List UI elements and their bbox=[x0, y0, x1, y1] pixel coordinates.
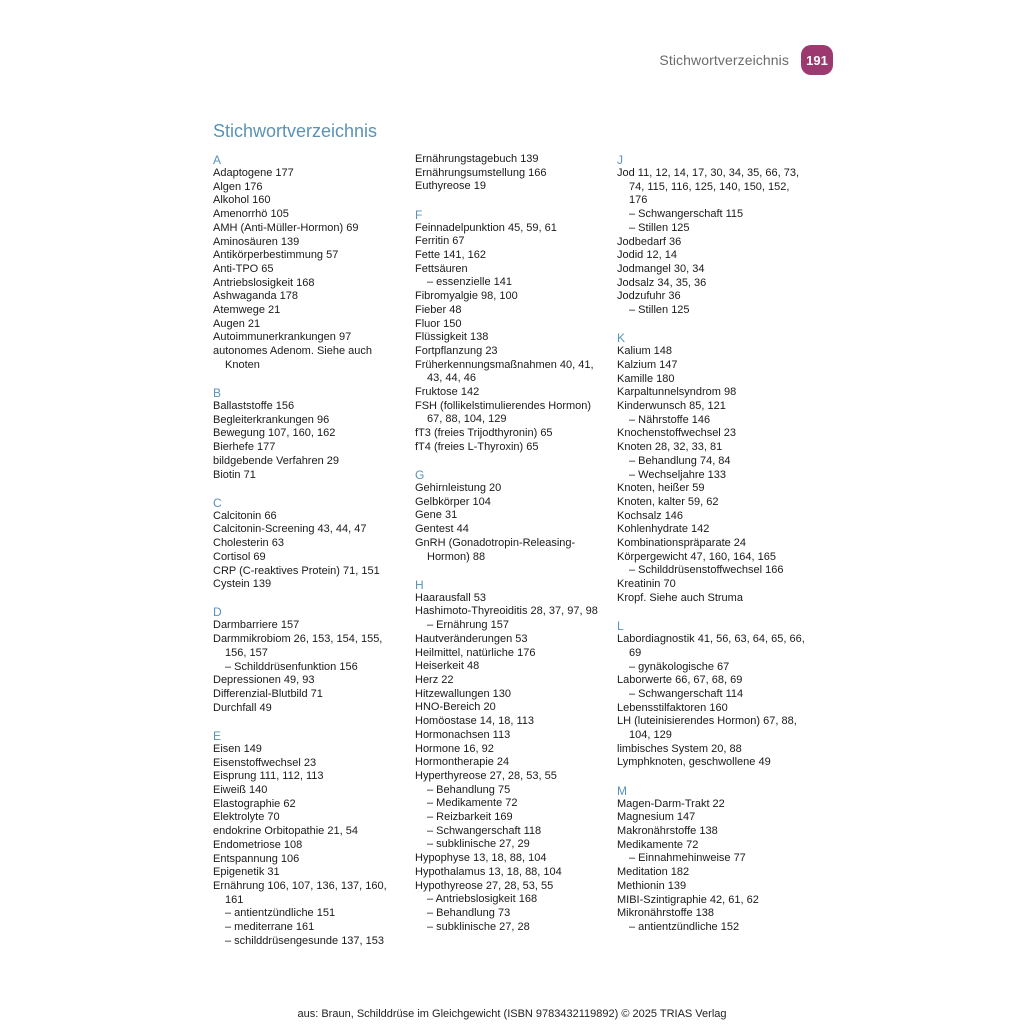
index-entry: LH (luteinisierendes Hormon) 67, 88, 104, 129 bbox=[617, 715, 797, 742]
section-letter: H bbox=[415, 577, 424, 592]
index-entry: Aminosäuren 139 bbox=[213, 235, 300, 248]
index-entry: Kamille 180 bbox=[617, 372, 675, 385]
index-entry: FSH (follikelstimulierendes Hormon) 67, 88, 104, 129 bbox=[415, 399, 592, 426]
page-number-badge: 191 bbox=[801, 45, 833, 75]
index-entry: Ashwaganda 178 bbox=[213, 290, 299, 303]
index-entry: Depressionen 49, 93 bbox=[213, 674, 315, 687]
index-subentry: – Schwangerschaft 114 bbox=[629, 687, 744, 700]
section-letter: C bbox=[213, 495, 222, 510]
index-entry: Gehirnleistung 20 bbox=[415, 482, 502, 495]
index-entry: Differenzial-Blutbild 71 bbox=[213, 688, 323, 700]
index-entry: Fortpflanzung 23 bbox=[415, 344, 498, 357]
index-entry: Kalium 148 bbox=[617, 345, 673, 358]
index-entry: Hormone 16, 92 bbox=[415, 742, 494, 755]
index-subentry: – Behandlung 74, 84 bbox=[629, 454, 731, 467]
index-entry: Adaptogene 177 bbox=[213, 167, 294, 179]
index-entry: Euthyreose 19 bbox=[415, 180, 486, 193]
index-entry: Calcitonin 66 bbox=[213, 509, 277, 522]
index-entry: endokrine Orbitopathie 21, 54 bbox=[213, 825, 358, 838]
index-entry: Laborwerte 66, 67, 68, 69 bbox=[617, 674, 743, 687]
index-subentry: – subklinische 27, 28 bbox=[427, 920, 530, 933]
section-letter: M bbox=[617, 783, 627, 798]
section-letter: J bbox=[617, 153, 623, 167]
source-footer: aus: Braun, Schilddrüse im Gleichgewicht (ISBN 9783432119892) © 2025 TRIAS Verlag bbox=[297, 1008, 727, 1020]
index-subentry: – Behandlung 75 bbox=[427, 783, 511, 796]
index-entry: fT4 (freies L-Thyroxin) 65 bbox=[415, 440, 539, 453]
index-entry: Begleiterkrankungen 96 bbox=[213, 413, 330, 426]
index-entry: Autoimmunerkrankungen 97 bbox=[213, 331, 352, 344]
index-entry: Heiserkeit 48 bbox=[415, 660, 480, 673]
index-entry: Calcitonin-Screening 43, 44, 47 bbox=[213, 523, 367, 536]
index-entry: Meditation 182 bbox=[617, 866, 690, 879]
index-entry: Früherkennungsmaßnahmen 40, 41, 43, 44, 46 bbox=[415, 358, 594, 385]
index-entry: Jodsalz 34, 35, 36 bbox=[617, 276, 707, 289]
index-entry: Algen 176 bbox=[213, 180, 263, 193]
index-subentry: – Antriebslosigkeit 168 bbox=[427, 893, 538, 906]
index-entry: Biotin 71 bbox=[213, 468, 256, 481]
index-entry: HNO-Bereich 20 bbox=[415, 701, 496, 714]
index-entry: Knoten 28, 32, 33, 81 bbox=[617, 441, 723, 454]
index-entry: Eisen 149 bbox=[213, 742, 262, 755]
index-entry: Heilmittel, natürliche 176 bbox=[415, 646, 536, 659]
index-section bbox=[213, 153, 403, 373]
index-entry: Jod 11, 12, 14, 17, 30, 34, 35, 66, 73, 74, 115, 116, 125, 140, 150, 152, 176 bbox=[617, 167, 800, 207]
index-entry: Ernährungstagebuch 139 bbox=[415, 153, 539, 165]
index-section bbox=[617, 619, 807, 770]
index-entry: fT3 (freies Trijodthyronin) 65 bbox=[415, 427, 553, 440]
running-head-title: Stichwortverzeichnis bbox=[659, 52, 789, 68]
index-entry: Kinderwunsch 85, 121 bbox=[617, 400, 726, 413]
index-section bbox=[415, 208, 605, 455]
index-entry: Kropf. Siehe auch Struma bbox=[617, 591, 743, 604]
index-subentry: – Schilddrüsenfunktion 156 bbox=[225, 660, 358, 673]
index-entry: bildgebende Verfahren 29 bbox=[213, 454, 339, 467]
index-subentry: – Schwangerschaft 118 bbox=[427, 824, 542, 837]
index-column-2 bbox=[415, 153, 605, 948]
index-entry: Hautveränderungen 53 bbox=[415, 632, 528, 645]
section-letter: F bbox=[415, 207, 423, 222]
index-entry: Fettsäuren bbox=[415, 262, 468, 275]
index-entry: Lebensstilfaktoren 160 bbox=[617, 701, 728, 714]
index-subentry: – Schilddrüsenstoffwechsel 166 bbox=[629, 564, 784, 577]
index-subentry: – Schwangerschaft 115 bbox=[629, 208, 744, 221]
index-entry: Eiweiß 140 bbox=[213, 784, 268, 797]
index-subentry: – essenzielle 141 bbox=[427, 276, 513, 289]
index-section bbox=[213, 386, 403, 482]
index-entry: Cholesterin 63 bbox=[213, 537, 284, 550]
index-entry: Gelbkörper 104 bbox=[415, 495, 491, 508]
index-entry: Haarausfall 53 bbox=[415, 591, 486, 604]
index-entry: Jodmangel 30, 34 bbox=[617, 262, 705, 275]
index-entry: Körpergewicht 47, 160, 164, 165 bbox=[617, 550, 777, 563]
index-entry: Fruktose 142 bbox=[415, 386, 480, 399]
index-entry: Fette 141, 162 bbox=[415, 249, 486, 262]
index-entry: Hormonachsen 113 bbox=[415, 728, 511, 741]
index-entry: Hypophyse 13, 18, 88, 104 bbox=[415, 852, 547, 865]
index-subentry: – Reizbarkeit 169 bbox=[427, 811, 513, 824]
index-entry: Kochsalz 146 bbox=[617, 509, 684, 522]
index-entry: Herz 22 bbox=[415, 674, 454, 686]
index-entry: Eisprung 111, 112, 113 bbox=[213, 770, 324, 783]
index-entry: Antriebslosigkeit 168 bbox=[213, 276, 315, 289]
index-entry: Ernährungsumstellung 166 bbox=[415, 166, 547, 179]
index-subentry: – antientzündliche 151 bbox=[225, 907, 336, 920]
index-entry: Antikörperbestimmung 57 bbox=[213, 249, 339, 262]
index-entry: Gene 31 bbox=[415, 509, 458, 522]
index-entry: Fluor 150 bbox=[415, 317, 462, 330]
index-entry: Fieber 48 bbox=[415, 303, 462, 316]
index-entry: Hitzewallungen 130 bbox=[415, 687, 512, 700]
index-entry: Amenorrhö 105 bbox=[213, 208, 289, 221]
index-entry: Knoten, kalter 59, 62 bbox=[617, 495, 719, 508]
index-section bbox=[213, 729, 403, 949]
index-entry: Lymphknoten, geschwollene 49 bbox=[617, 756, 771, 769]
index-section bbox=[415, 578, 605, 935]
index-entry: Augen 21 bbox=[213, 317, 261, 330]
index-entry: Karpaltunnelsyndrom 98 bbox=[617, 386, 737, 399]
index-entry: Magnesium 147 bbox=[617, 811, 696, 824]
index-entry: limbisches System 20, 88 bbox=[617, 742, 742, 755]
section-letter: D bbox=[213, 605, 222, 620]
index-subentry: – Wechseljahre 133 bbox=[629, 468, 727, 481]
index-section bbox=[617, 331, 807, 605]
section-letter: L bbox=[617, 619, 624, 634]
index-subentry: – Nährstoffe 146 bbox=[629, 413, 711, 426]
index-entry: autonomes Adenom. Siehe auch Knoten bbox=[213, 345, 373, 371]
index-entry: Elektrolyte 70 bbox=[213, 811, 280, 824]
index-entry: Jodid 12, 14 bbox=[617, 249, 677, 262]
index-section bbox=[213, 605, 403, 715]
index-section bbox=[617, 153, 807, 318]
section-letter: B bbox=[213, 386, 222, 401]
index-entry: Epigenetik 31 bbox=[213, 866, 280, 879]
index-entry: Anti-TPO 65 bbox=[213, 262, 274, 275]
index-entry: Atemwege 21 bbox=[213, 304, 281, 317]
index-subentry: – subklinische 27, 29 bbox=[427, 838, 530, 851]
index-subentry: – Medikamente 72 bbox=[427, 797, 518, 810]
index-entry: Mikronährstoffe 138 bbox=[617, 907, 715, 920]
section-letter: E bbox=[213, 728, 222, 743]
index-entry: Hyperthyreose 27, 28, 53, 55 bbox=[415, 769, 557, 782]
index-entry: Elastographie 62 bbox=[213, 797, 296, 810]
index-subentry: – Einnahmehinweise 77 bbox=[629, 852, 746, 865]
index-entry: Alkohol 160 bbox=[213, 194, 271, 207]
index-column-3 bbox=[617, 153, 807, 948]
index-entry: Durchfall 49 bbox=[213, 701, 272, 714]
index-subentry: – Stillen 125 bbox=[629, 304, 690, 317]
index-entry: Kohlenhydrate 142 bbox=[617, 523, 710, 536]
index-entry: Hypothyreose 27, 28, 53, 55 bbox=[415, 879, 554, 892]
index-subentry: – schilddrüsengesunde 137, 153 bbox=[225, 934, 385, 947]
index-subentry: – gynäkologische 67 bbox=[629, 660, 730, 673]
index-entry: Fibromyalgie 98, 100 bbox=[415, 290, 518, 303]
index-entry: Bewegung 107, 160, 162 bbox=[213, 427, 336, 440]
running-head bbox=[659, 45, 833, 75]
index-entry: Endometriose 108 bbox=[213, 838, 303, 851]
index-entry: GnRH (Gonadotropin-Releasing-Hormon) 88 bbox=[415, 536, 576, 563]
index-entry: Medikamente 72 bbox=[617, 838, 699, 851]
index-entry: Homöostase 14, 18, 113 bbox=[415, 715, 535, 728]
index-entry: AMH (Anti-Müller-Hormon) 69 bbox=[213, 221, 359, 234]
index-column-1 bbox=[213, 153, 403, 962]
index-entry: CRP (C-reaktives Protein) 71, 151 bbox=[213, 564, 380, 577]
index-subentry: – Stillen 125 bbox=[629, 221, 690, 234]
index-subentry: – Ernährung 157 bbox=[427, 619, 509, 632]
index-section bbox=[617, 784, 807, 935]
index-entry: Kalzium 147 bbox=[617, 358, 678, 371]
index-section bbox=[415, 153, 605, 194]
index-entry: Cystein 139 bbox=[213, 578, 272, 591]
index-subentry: – Behandlung 73 bbox=[427, 906, 511, 919]
index-entry: Feinnadelpunktion 45, 59, 61 bbox=[415, 221, 557, 234]
index-entry: Bierhefe 177 bbox=[213, 441, 276, 454]
index-section bbox=[415, 468, 605, 564]
index-entry: Entspannung 106 bbox=[213, 852, 300, 865]
index-entry: Kreatinin 70 bbox=[617, 578, 676, 591]
index-entry: Makronährstoffe 138 bbox=[617, 825, 718, 838]
index-entry: Magen-Darm-Trakt 22 bbox=[617, 797, 725, 810]
index-entry: Darmmikrobiom 26, 153, 154, 155, 156, 157 bbox=[213, 633, 383, 659]
section-letter: A bbox=[213, 153, 222, 167]
index-entry: Hashimoto-Thyreoiditis 28, 37, 97, 98 bbox=[415, 605, 598, 618]
page-title: Stichwortverzeichnis bbox=[213, 121, 378, 141]
index-entry: Jodbedarf 36 bbox=[617, 235, 682, 248]
index-subentry: – mediterrane 161 bbox=[225, 921, 315, 934]
index-entry: Hormontherapie 24 bbox=[415, 756, 510, 769]
index-entry: Labordiagnostik 41, 56, 63, 64, 65, 66, 69 bbox=[617, 633, 805, 659]
index-entry: Knochenstoffwechsel 23 bbox=[617, 427, 737, 440]
index-entry: Hypothalamus 13, 18, 88, 104 bbox=[415, 865, 562, 878]
index-entry: Jodzufuhr 36 bbox=[617, 290, 681, 303]
index-entry: Knoten, heißer 59 bbox=[617, 482, 705, 495]
index-entry: Flüssigkeit 138 bbox=[415, 331, 489, 344]
section-letter: K bbox=[617, 331, 626, 346]
index-entry: Ernährung 106, 107, 136, 137, 160, 161 bbox=[213, 879, 387, 906]
section-letter: G bbox=[415, 468, 425, 483]
index-entry: MIBI-Szintigraphie 42, 61, 62 bbox=[617, 893, 759, 906]
index-subentry: – antientzündliche 152 bbox=[629, 920, 740, 933]
index-entry: Kombinationspräparate 24 bbox=[617, 537, 747, 550]
index-entry: Eisenstoffwechsel 23 bbox=[213, 756, 317, 769]
index-entry: Cortisol 69 bbox=[213, 550, 266, 563]
index-entry: Darmbarriere 157 bbox=[213, 619, 300, 632]
index-entry: Ballaststoffe 156 bbox=[213, 400, 295, 413]
index-entry: Methionin 139 bbox=[617, 879, 687, 892]
index-entry: Ferritin 67 bbox=[415, 235, 465, 248]
index-entry: Gentest 44 bbox=[415, 523, 469, 536]
index-section bbox=[213, 496, 403, 592]
